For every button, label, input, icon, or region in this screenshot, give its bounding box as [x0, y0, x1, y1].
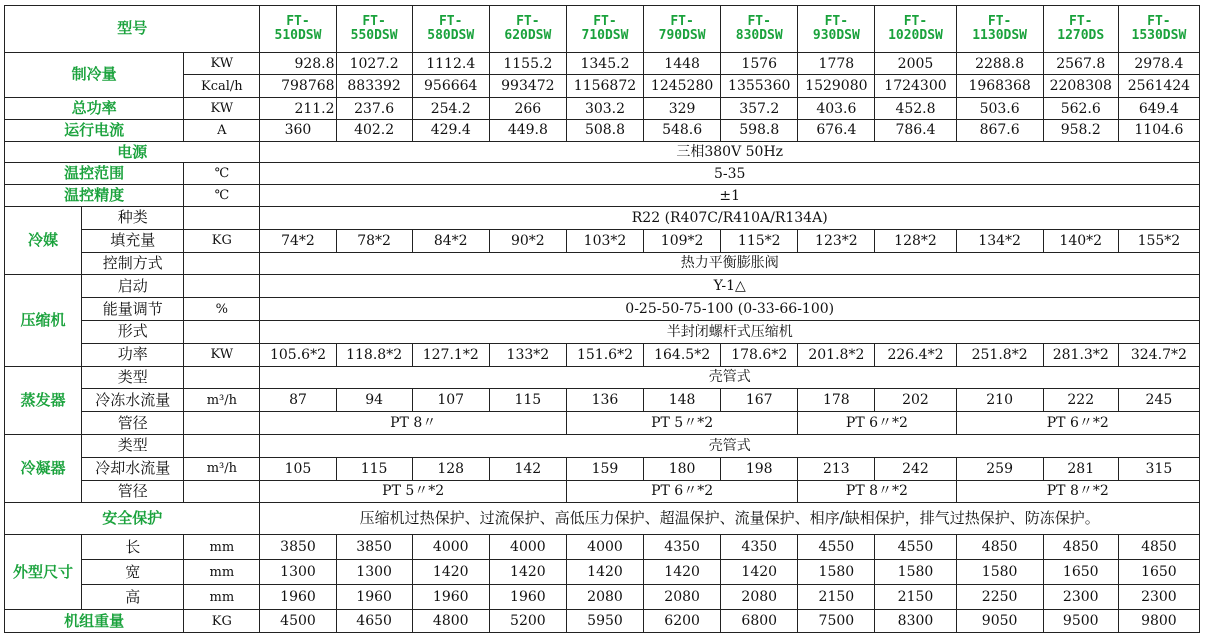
value-cell: 357.2 [721, 98, 798, 120]
supply-row [5, 141, 1200, 163]
value-cell: 78*2 [336, 229, 412, 252]
value-cell: 2567.8 [1043, 52, 1118, 75]
compressor-label: 压缩机 [5, 275, 82, 366]
value-cell: 676.4 [798, 119, 875, 141]
value-cell: 159 [566, 457, 643, 480]
height-label: 高 [82, 585, 184, 610]
safety-value: 压缩机过热保护、过流保护、高低压力保护、超温保护、流量保护、相序/缺相保护，排气过热保护、防冻保护。 [260, 503, 1200, 535]
unit-cell: m³/h [184, 389, 260, 412]
value-cell: 1576 [721, 52, 798, 75]
evaporator-label: 蒸发器 [5, 366, 82, 434]
value-cell: 1960 [489, 585, 566, 610]
value-cell: 202 [875, 389, 956, 412]
evaporator-type-label: 类型 [82, 366, 184, 389]
evaporator-type-value: 壳管式 [260, 366, 1200, 389]
unit-cell [184, 412, 260, 435]
pipe-cell: PT 8〃*2 [956, 480, 1199, 503]
value-cell: 1112.4 [412, 52, 489, 75]
width-label: 宽 [82, 560, 184, 585]
compressor-start-row [5, 275, 1200, 298]
unit-cell: KW [184, 98, 260, 120]
pipe-cell: PT 8〃*2 [798, 480, 956, 503]
value-cell: 1580 [875, 560, 956, 585]
value-cell: 1968368 [956, 75, 1043, 98]
compressor-start-value: Y-1△ [260, 275, 1200, 298]
condenser-type-row [5, 434, 1200, 457]
value-cell: 503.6 [956, 98, 1043, 120]
value-cell: 1345.2 [566, 52, 643, 75]
value-cell: 245 [1118, 389, 1199, 412]
value-cell: 1300 [336, 560, 412, 585]
compressor-capacity-row [5, 298, 1200, 321]
power-label: 总功率 [5, 98, 184, 120]
value-cell: 429.4 [412, 119, 489, 141]
evaporator-pipe-label: 管径 [82, 412, 184, 435]
value-cell: 4000 [412, 535, 489, 560]
value-cell: 928.8 [260, 52, 336, 75]
value-cell: 115*2 [721, 229, 798, 252]
evaporator-type-row [5, 366, 1200, 389]
condenser-type-label: 类型 [82, 434, 184, 457]
value-cell: 128 [412, 457, 489, 480]
value-cell: 2300 [1043, 585, 1118, 610]
unit-cell [184, 275, 260, 298]
value-cell: 254.2 [412, 98, 489, 120]
value-cell: 281.3*2 [1043, 343, 1118, 366]
value-cell: 1355360 [721, 75, 798, 98]
model-cell: FT- 1270DS [1043, 6, 1118, 53]
value-cell: 1155.2 [489, 52, 566, 75]
value-cell: 4850 [1118, 535, 1199, 560]
value-cell: 548.6 [644, 119, 721, 141]
condenser-flow-label: 冷却水流量 [82, 457, 184, 480]
value-cell: 178.6*2 [721, 343, 798, 366]
compressor-power-label: 功率 [82, 343, 184, 366]
temp-range-label: 温控范围 [5, 163, 184, 185]
value-cell: 1027.2 [336, 52, 412, 75]
value-cell: 402.2 [336, 119, 412, 141]
model-cell: FT- 1530DSW [1118, 6, 1199, 53]
pipe-cell: PT 6〃*2 [956, 412, 1199, 435]
model-cell: FT- 550DSW [336, 6, 412, 53]
spec-table [4, 5, 1200, 633]
condenser-pipe-label: 管径 [82, 480, 184, 503]
condenser-label: 冷凝器 [5, 434, 82, 502]
temp-precision-value: ±1 [260, 185, 1200, 207]
model-cell: FT- 830DSW [721, 6, 798, 53]
unit-cell: Kcal/h [184, 75, 260, 98]
value-cell: 213 [798, 457, 875, 480]
value-cell: 1245280 [644, 75, 721, 98]
value-cell: 993472 [489, 75, 566, 98]
evaporator-flow-row [5, 389, 1200, 412]
refrigerant-control-value: 热力平衡膨胀阀 [260, 252, 1200, 275]
unit-cell: KW [184, 52, 260, 75]
model-label: 型号 [5, 6, 260, 53]
refrigerant-control-label: 控制方式 [82, 252, 184, 275]
value-cell: 403.6 [798, 98, 875, 120]
value-cell: 103*2 [566, 229, 643, 252]
value-cell: 127.1*2 [412, 343, 489, 366]
refrigerant-charge-row [5, 229, 1200, 252]
unit-cell: mm [184, 535, 260, 560]
value-cell: 118.8*2 [336, 343, 412, 366]
value-cell: 201.8*2 [798, 343, 875, 366]
value-cell: 7500 [798, 610, 875, 633]
value-cell: 4850 [956, 535, 1043, 560]
model-cell: FT- 930DSW [798, 6, 875, 53]
value-cell: 4800 [412, 610, 489, 633]
pipe-cell: PT 5〃*2 [260, 480, 567, 503]
weight-row [5, 610, 1200, 633]
value-cell: 90*2 [489, 229, 566, 252]
compressor-capacity-label: 能量调节 [82, 298, 184, 321]
model-cell: FT- 580DSW [412, 6, 489, 53]
model-cell: FT- 510DSW [260, 6, 336, 53]
value-cell: 508.8 [566, 119, 643, 141]
supply-label: 电源 [5, 141, 260, 163]
weight-label: 机组重量 [5, 610, 184, 633]
model-cell: FT- 790DSW [644, 6, 721, 53]
value-cell: 105.6*2 [260, 343, 336, 366]
value-cell: 107 [412, 389, 489, 412]
cooling-label: 制冷量 [5, 52, 184, 98]
unit-cell [184, 206, 260, 229]
value-cell: 2300 [1118, 585, 1199, 610]
model-cell: FT- 1020DSW [875, 6, 956, 53]
compressor-type-label: 形式 [82, 320, 184, 343]
value-cell: 222 [1043, 389, 1118, 412]
value-cell: 2080 [566, 585, 643, 610]
value-cell: 2080 [644, 585, 721, 610]
value-cell: 3850 [336, 535, 412, 560]
value-cell: 1156872 [566, 75, 643, 98]
value-cell: 4550 [798, 535, 875, 560]
value-cell: 123*2 [798, 229, 875, 252]
unit-cell [184, 366, 260, 389]
value-cell: 2250 [956, 585, 1043, 610]
value-cell: 2288.8 [956, 52, 1043, 75]
value-cell: 226.4*2 [875, 343, 956, 366]
height-row [5, 585, 1200, 610]
value-cell: 140*2 [1043, 229, 1118, 252]
value-cell: 1104.6 [1118, 119, 1199, 141]
length-row [5, 535, 1200, 560]
value-cell: 6800 [721, 610, 798, 633]
value-cell: 4850 [1043, 535, 1118, 560]
cooling-kcal-row [5, 75, 1200, 98]
value-cell: 1420 [489, 560, 566, 585]
value-cell: 1420 [566, 560, 643, 585]
value-cell: 128*2 [875, 229, 956, 252]
current-row [5, 119, 1200, 141]
value-cell: 155*2 [1118, 229, 1199, 252]
value-cell: 360 [260, 119, 336, 141]
value-cell: 4350 [644, 535, 721, 560]
value-cell: 281 [1043, 457, 1118, 480]
value-cell: 798768 [260, 75, 336, 98]
value-cell: 1300 [260, 560, 336, 585]
value-cell: 1420 [412, 560, 489, 585]
value-cell: 84*2 [412, 229, 489, 252]
pipe-cell: PT 6〃*2 [798, 412, 956, 435]
value-cell: 9050 [956, 610, 1043, 633]
temp-range-row [5, 163, 1200, 185]
temp-precision-row [5, 185, 1200, 207]
unit-cell: mm [184, 560, 260, 585]
unit-cell: m³/h [184, 457, 260, 480]
value-cell: 4000 [489, 535, 566, 560]
value-cell: 4000 [566, 535, 643, 560]
value-cell: 1580 [956, 560, 1043, 585]
unit-cell [184, 480, 260, 503]
model-cell: FT- 710DSW [566, 6, 643, 53]
unit-cell [184, 320, 260, 343]
safety-row [5, 503, 1200, 535]
value-cell: 180 [644, 457, 721, 480]
refrigerant-kind-label: 种类 [82, 206, 184, 229]
value-cell: 87 [260, 389, 336, 412]
value-cell: 178 [798, 389, 875, 412]
value-cell: 1529080 [798, 75, 875, 98]
supply-value: 三相380V 50Hz [260, 141, 1200, 163]
value-cell: 164.5*2 [644, 343, 721, 366]
temp-range-value: 5-35 [260, 163, 1200, 185]
value-cell: 562.6 [1043, 98, 1118, 120]
value-cell: 2978.4 [1118, 52, 1199, 75]
value-cell: 115 [336, 457, 412, 480]
value-cell: 167 [721, 389, 798, 412]
unit-cell: mm [184, 585, 260, 610]
value-cell: 4350 [721, 535, 798, 560]
unit-cell: A [184, 119, 260, 141]
unit-cell: % [184, 298, 260, 321]
compressor-power-row [5, 343, 1200, 366]
value-cell: 134*2 [956, 229, 1043, 252]
value-cell: 1448 [644, 52, 721, 75]
value-cell: 958.2 [1043, 119, 1118, 141]
compressor-start-label: 启动 [82, 275, 184, 298]
value-cell: 2561424 [1118, 75, 1199, 98]
unit-cell: KG [184, 610, 260, 633]
dimensions-label: 外型尺寸 [5, 535, 82, 610]
value-cell: 242 [875, 457, 956, 480]
value-cell: 2005 [875, 52, 956, 75]
value-cell: 105 [260, 457, 336, 480]
value-cell: 3850 [260, 535, 336, 560]
value-cell: 449.8 [489, 119, 566, 141]
refrigerant-kind-value: R22 (R407C/R410A/R134A) [260, 206, 1200, 229]
value-cell: 956664 [412, 75, 489, 98]
value-cell: 5950 [566, 610, 643, 633]
value-cell: 136 [566, 389, 643, 412]
value-cell: 266 [489, 98, 566, 120]
value-cell: 148 [644, 389, 721, 412]
value-cell: 598.8 [721, 119, 798, 141]
value-cell: 329 [644, 98, 721, 120]
condenser-pipe-row [5, 480, 1200, 503]
value-cell: 1420 [721, 560, 798, 585]
value-cell: 237.6 [336, 98, 412, 120]
value-cell: 251.8*2 [956, 343, 1043, 366]
evaporator-flow-label: 冷冻水流量 [82, 389, 184, 412]
value-cell: 1960 [336, 585, 412, 610]
unit-cell: ℃ [184, 185, 260, 207]
value-cell: 1778 [798, 52, 875, 75]
value-cell: 1580 [798, 560, 875, 585]
value-cell: 4550 [875, 535, 956, 560]
unit-cell: KW [184, 343, 260, 366]
width-row [5, 560, 1200, 585]
value-cell: 211.2 [260, 98, 336, 120]
value-cell: 1724300 [875, 75, 956, 98]
pipe-cell: PT 8〃 [260, 412, 567, 435]
value-cell: 6200 [644, 610, 721, 633]
condenser-flow-row [5, 457, 1200, 480]
value-cell: 5200 [489, 610, 566, 633]
value-cell: 883392 [336, 75, 412, 98]
value-cell: 315 [1118, 457, 1199, 480]
value-cell: 2080 [721, 585, 798, 610]
refrigerant-label: 冷媒 [5, 206, 82, 274]
value-cell: 303.2 [566, 98, 643, 120]
condenser-type-value: 壳管式 [260, 434, 1200, 457]
value-cell: 210 [956, 389, 1043, 412]
value-cell: 9800 [1118, 610, 1199, 633]
value-cell: 2150 [798, 585, 875, 610]
length-label: 长 [82, 535, 184, 560]
value-cell: 133*2 [489, 343, 566, 366]
value-cell: 1650 [1118, 560, 1199, 585]
evaporator-pipe-row [5, 412, 1200, 435]
value-cell: 1960 [412, 585, 489, 610]
refrigerant-charge-label: 填充量 [82, 229, 184, 252]
value-cell: 452.8 [875, 98, 956, 120]
value-cell: 1650 [1043, 560, 1118, 585]
compressor-type-row [5, 320, 1200, 343]
power-row [5, 98, 1200, 120]
value-cell: 74*2 [260, 229, 336, 252]
compressor-capacity-value: 0-25-50-75-100 (0-33-66-100) [260, 298, 1200, 321]
value-cell: 142 [489, 457, 566, 480]
current-label: 运行电流 [5, 119, 184, 141]
value-cell: 109*2 [644, 229, 721, 252]
compressor-type-value: 半封闭螺杆式压缩机 [260, 320, 1200, 343]
refrigerant-control-row [5, 252, 1200, 275]
value-cell: 8300 [875, 610, 956, 633]
value-cell: 151.6*2 [566, 343, 643, 366]
value-cell: 198 [721, 457, 798, 480]
refrigerant-kind-row [5, 206, 1200, 229]
pipe-cell: PT 5〃*2 [566, 412, 797, 435]
pipe-cell: PT 6〃*2 [566, 480, 797, 503]
value-cell: 259 [956, 457, 1043, 480]
unit-cell: ℃ [184, 163, 260, 185]
value-cell: 2150 [875, 585, 956, 610]
value-cell: 94 [336, 389, 412, 412]
model-cell: FT- 1130DSW [956, 6, 1043, 53]
value-cell: 115 [489, 389, 566, 412]
temp-precision-label: 温控精度 [5, 185, 184, 207]
value-cell: 649.4 [1118, 98, 1199, 120]
model-row [5, 6, 1200, 53]
cooling-kw-row [5, 52, 1200, 75]
value-cell: 324.7*2 [1118, 343, 1199, 366]
safety-label: 安全保护 [5, 503, 260, 535]
value-cell: 9500 [1043, 610, 1118, 633]
unit-cell [184, 252, 260, 275]
value-cell: 867.6 [956, 119, 1043, 141]
unit-cell: KG [184, 229, 260, 252]
unit-cell [184, 434, 260, 457]
model-cell: FT- 620DSW [489, 6, 566, 53]
value-cell: 1420 [644, 560, 721, 585]
value-cell: 786.4 [875, 119, 956, 141]
value-cell: 4650 [336, 610, 412, 633]
value-cell: 4500 [260, 610, 336, 633]
value-cell: 1960 [260, 585, 336, 610]
value-cell: 2208308 [1043, 75, 1118, 98]
